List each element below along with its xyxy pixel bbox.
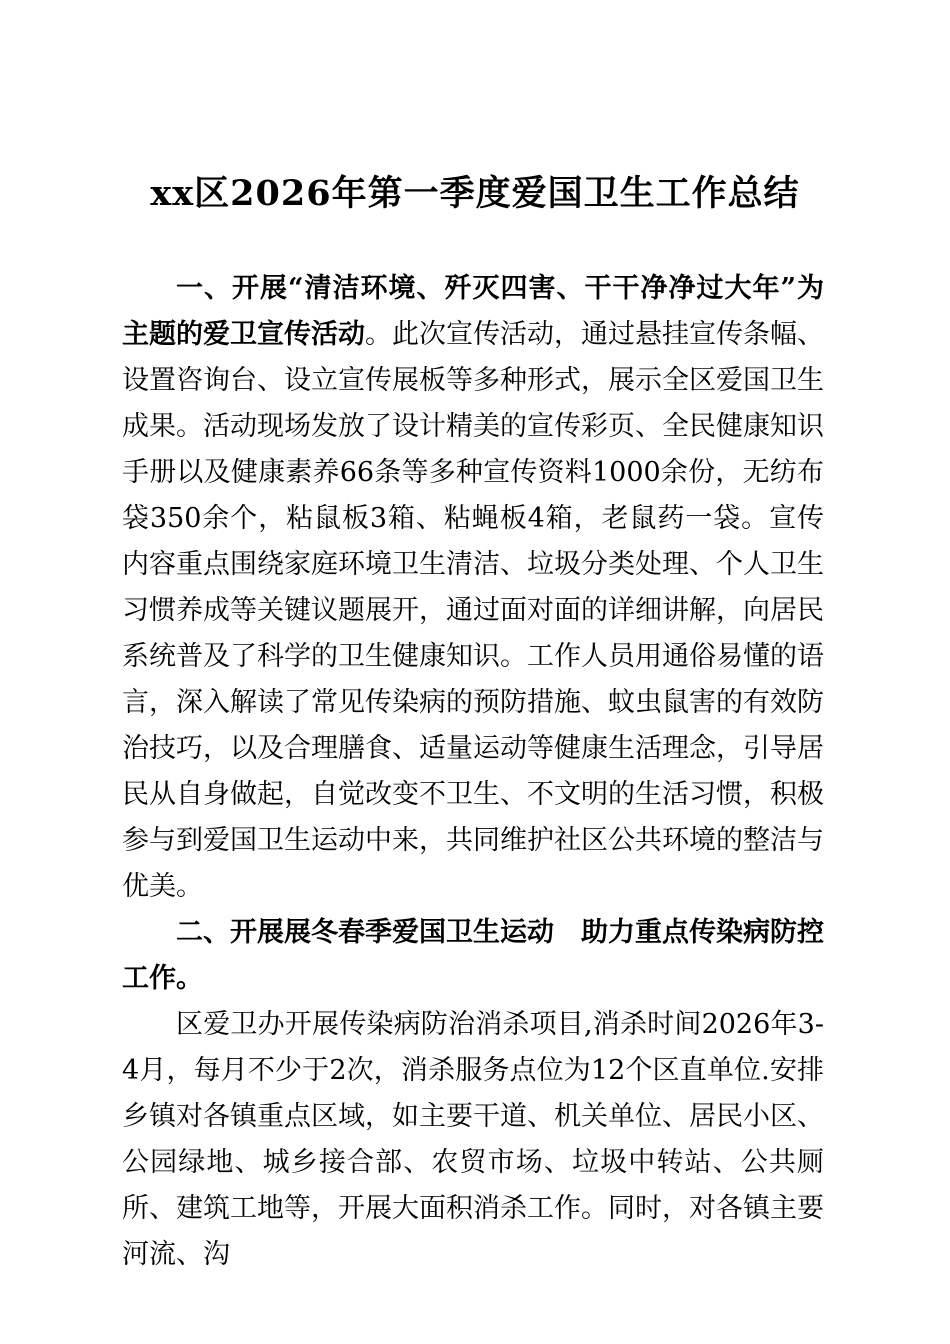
section-1-text: 。此次宣传活动，通过悬挂宣传条幅、设置咨询台、设立宣传展板等多种形式，展示全区爱国卫生成果。活动现场发放了设计精美的宣传彩页、全民健康知识手册以及健康素养66条等多种宣传资料1000余份，无纺布袋350余个，粘鼠板3箱、粘蝇板4箱，老鼠药一袋。宣传内容重点围绕家庭环境卫生清洁、垃圾分类处理、个人卫生习惯养成等关键议题展开，通过面对面的详细讲解，向居民系统普及了科学的卫生健康知识。工作人员用通俗易懂的语言，深入解读了常见传染病的预防措施、蚊虫鼠害的有效防治技巧，以及合理膳食、适量运动等健康生活理念，引导居民从自身做起，自觉改变不卫生、不文明的生活习惯，积极参与到爱国卫生运动中来，共同维护社区公共环境的整洁与优美。 <box>122 319 824 902</box>
section-1-paragraph <box>122 266 824 910</box>
section-2-paragraph: 区爱卫办开展传染病防治消杀项目,消杀时间2026年3-4月，每月不少于2次，消杀服务点位为12个区直单位.安排乡镇对各镇重点区域，如主要干道、机关单位、居民小区、公园绿地、城乡接合部、农贸市场、垃圾中转站、公共厕所、建筑工地等，开展大面积消杀工作。同时，对各镇主要河流、沟 <box>122 1009 824 1270</box>
document-body <box>122 266 824 1278</box>
section-2-heading: 二、开展展冬春季爱国卫生运动 助力重点传染病防控工作。 <box>122 917 824 994</box>
section-1-heading: 一、开展“清洁环境、歼灭四害、干干净净过大年”为主题的爱卫宣传活动 <box>122 273 824 350</box>
document-title: xx区2026年第一季度爱国卫生工作总结 <box>150 173 800 214</box>
